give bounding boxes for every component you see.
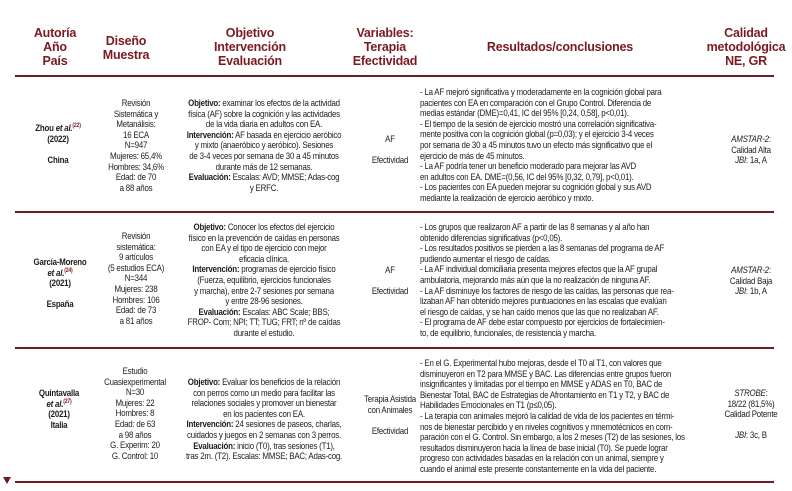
- design-line: Cuasiexperimental: [104, 376, 166, 387]
- result-line: - La AF individual domiciliaria presenta mejores efectos que la AF grupal: [420, 264, 658, 275]
- quality-cell: [712, 388, 789, 441]
- header-resultados-text: Resultados/conclusiones: [486, 40, 634, 54]
- design-line: (5 estudios ECA): [107, 262, 165, 273]
- evaluation-text: tras 2m. (T2). Escalas: MMSE; BAC; Adas-cog.: [185, 451, 343, 462]
- design-line: a 88 años: [119, 182, 153, 193]
- objective-text: con EA y el tipo de ejercicio con mejor: [201, 243, 327, 254]
- result-line: - En el G. Experimental hubo mejoras, desde el T0 al T1, con valores que: [420, 358, 662, 368]
- year: (2021): [48, 409, 70, 420]
- author-name: Zhou: [35, 123, 54, 133]
- design-line: Edad: de 70: [115, 172, 157, 183]
- design-line: 16 ECA: [123, 129, 149, 140]
- header-divider: [15, 75, 774, 77]
- jbi-value: : 1b, A: [745, 286, 767, 297]
- header-autoria-line: País: [42, 54, 68, 68]
- author-name: Quintavalla: [38, 388, 80, 398]
- intervention-label: Intervención:: [186, 419, 234, 430]
- design-line: G. Control: 10: [111, 450, 159, 461]
- objective-text: examinar los efectos de la actividad: [220, 98, 340, 108]
- intervention-label: Intervención:: [192, 264, 240, 275]
- evaluation-text: Escalas: AVD; MMSE; Adas-cog: [230, 172, 340, 183]
- result-line: medias estándar (DME)=0,41, IC del 95% [0,24, 0,58], p<0,01).: [420, 108, 629, 119]
- evaluation-label: Evaluación:: [188, 172, 231, 183]
- intervention-text: programas de ejercicio físico: [239, 264, 336, 275]
- design-line: Edad: de 73: [115, 305, 157, 316]
- header-variables-line: Terapia: [363, 40, 407, 54]
- design-cell: [102, 98, 169, 193]
- evaluation-text: Escalas: ABC Scale; BBS;: [240, 306, 330, 317]
- objective-text: en los pacientes con EA.: [223, 408, 305, 419]
- header-objetivo-line: Objetivo: [225, 26, 275, 40]
- intervention-text: 24 sesiones de paseos, charlas,: [233, 419, 342, 430]
- intervention-text: y entre 28-96 sesiones.: [225, 296, 303, 307]
- design-line: Revisión: [121, 231, 151, 241]
- et-al: et al.: [55, 123, 73, 133]
- author-cell: [20, 257, 99, 310]
- objective-cell: [178, 98, 350, 193]
- header-objetivo: [200, 26, 300, 68]
- header-resultados: [470, 40, 650, 54]
- objective-text: de la vida diaria en adultos con EA.: [205, 119, 323, 130]
- results-cell: [420, 358, 700, 475]
- evaluation-label: Evaluación:: [193, 440, 236, 451]
- quality-tool: STROBE: [734, 388, 766, 398]
- et-al: et al.: [47, 267, 65, 278]
- table-bottom-rule: [15, 481, 774, 483]
- evaluation-text: FROP- Com; NPI; TT; TUG; FRT; nº de caídas: [187, 317, 341, 328]
- variable-therapy: con Animales: [367, 404, 413, 415]
- design-line: a 98 años: [118, 429, 152, 440]
- result-line: ejercicio de más de 45 minutos.: [420, 150, 525, 161]
- header-diseno-line: Muestra: [102, 48, 150, 62]
- reference-number: (24): [64, 267, 73, 274]
- design-line: N=344: [124, 273, 148, 284]
- result-line: por semana de 30 a 45 minutos tuvo un efecto más significativo que el: [420, 139, 653, 150]
- year: (2022): [47, 133, 69, 144]
- quality-cell: [712, 134, 789, 166]
- design-line: Sistemática y: [113, 108, 159, 119]
- design-cell: [102, 231, 169, 326]
- header-calidad: [700, 26, 792, 68]
- result-line: nos de bienestar percibido y en niveles cognitivos y mnemotécnicos en com-: [420, 421, 673, 432]
- variable-therapy: Terapia Asistida: [364, 394, 416, 404]
- evaluation-text: inicio (T0), tras sesiones (T1),: [235, 440, 335, 451]
- author-cell: [24, 123, 93, 165]
- reference-number: (22): [72, 122, 81, 129]
- jbi-value: : 1a, A: [745, 155, 767, 166]
- results-cell: [420, 87, 695, 204]
- header-objetivo-line: Evaluación: [218, 54, 282, 68]
- result-line: - Los pacientes con EA pueden mejorar su cognición global y sus AVD: [420, 182, 652, 193]
- objective-cell: [178, 377, 350, 462]
- jbi-value: : 3c, B: [745, 430, 767, 441]
- quality-level: Calidad Potente: [724, 409, 778, 420]
- result-line: Habilidades Emocionales en T1 (p≤0,05).: [420, 400, 557, 411]
- row-divider: [15, 211, 774, 213]
- objective-text: físico en la prevención de caídas en personas: [188, 232, 340, 243]
- variable-cell: [360, 265, 420, 297]
- evaluation-text: y ERFC.: [249, 182, 279, 193]
- variable-effectiveness: Efectividad: [371, 286, 409, 297]
- author-name: García-Moreno: [33, 257, 87, 267]
- jbi-label: JBI: [735, 286, 746, 297]
- result-line: - Los grupos que realizaron AF a partir de las 8 semanas y al año han: [420, 222, 650, 232]
- result-line: en adultos con EA. DME=(0,56, IC del 95% [0,32, 0,79], p<0,01).: [420, 171, 634, 182]
- objective-text: relaciones sociales y promover un bienestar: [191, 398, 337, 409]
- design-line: Mujeres: 238: [114, 283, 158, 294]
- variable-effectiveness: Efectividad: [371, 425, 409, 436]
- header-calidad-line: NE, GR: [725, 54, 767, 68]
- design-line: 9 artículos: [118, 252, 154, 263]
- result-line: - La AF disminuye los factores de riesgo de las caídas, las personas que rea-: [420, 285, 674, 296]
- variable-cell: [360, 134, 420, 166]
- result-line: lizaban AF han obtenido mejores puntuaciones en las escalas que evalúan: [420, 296, 667, 307]
- result-line: ambulatoria, mejorando más aún que la no realización de ninguna AF.: [420, 274, 651, 285]
- result-line: - El tiempo de la sesión de ejercicio mostró una correlación significativa-: [420, 118, 657, 129]
- quality-cell: [712, 265, 789, 297]
- design-line: Mujeres: 65,4%: [110, 150, 162, 161]
- objective-text: con perros como un medio para facilitar las: [193, 387, 335, 398]
- objective-label: Objetivo:: [193, 222, 226, 232]
- design-cell: [96, 366, 173, 461]
- design-line: Hombres: 34,6%: [108, 161, 164, 172]
- quality-tool-suffix: :: [768, 265, 771, 275]
- quality-tool-suffix: :: [768, 134, 771, 144]
- intervention-text: y marcha), entre 2-7 sesiones por semana: [194, 285, 334, 296]
- intervention-text: cuidados y juegos en 2 semanas con 3 perros.: [187, 429, 341, 440]
- design-line: N=30: [125, 387, 145, 398]
- evaluation-label: Evaluación:: [198, 306, 241, 317]
- design-line: Estudio: [122, 366, 148, 376]
- design-line: Revisión: [121, 98, 151, 108]
- header-calidad-line: metodológica: [706, 40, 786, 54]
- design-line: Edad: de 63: [114, 418, 156, 429]
- quality-tool-suffix: :: [765, 388, 768, 398]
- design-line: sistemática:: [116, 241, 156, 252]
- jbi-label: JBI: [735, 155, 746, 166]
- design-line: Hombres: 8: [115, 408, 155, 419]
- result-line: progreso con actividades basadas en la relación con un animal, siempre y: [420, 453, 664, 464]
- header-diseno: [92, 34, 160, 62]
- intervention-text: durante más de 12 semanas.: [215, 161, 313, 172]
- jbi-label: JBI: [735, 430, 746, 441]
- year: (2021): [49, 278, 71, 289]
- quality-tool: AMSTAR-2: [731, 134, 769, 144]
- header-variables-line: Efectividad: [352, 54, 418, 68]
- triangle-down-icon: [3, 477, 11, 484]
- result-line: - La AF mejoró significativa y moderadamente en la cognición global para: [420, 87, 662, 97]
- design-line: a 81 años: [119, 315, 153, 326]
- objective-text: Conocer los efectos del ejercicio: [225, 222, 335, 232]
- reference-number: (27): [63, 398, 72, 405]
- quality-tool: AMSTAR-2: [731, 265, 769, 275]
- result-line: pudiendo aumentar el riesgo de caídas.: [420, 253, 551, 264]
- result-line: pacientes con EA en comparación con el Grupo Control. Diferencia de: [420, 97, 652, 108]
- result-line: - La AF podría tener un beneficio moderado para mejorar las AVD: [420, 161, 637, 172]
- results-cell: [420, 222, 695, 339]
- intervention-label: Intervención:: [186, 129, 234, 140]
- result-line: - El programa de AF debe estar compuesto por ejercicios de fortalecimien-: [420, 317, 665, 328]
- evaluation-text: durante el estudio.: [233, 327, 295, 338]
- header-autoria-line: Año: [43, 40, 67, 54]
- country: China: [47, 154, 69, 165]
- country: España: [46, 299, 74, 310]
- row-divider: [15, 347, 774, 349]
- country: Italia: [50, 419, 68, 430]
- header-autoria-line: Autoría: [33, 26, 77, 40]
- result-line: insignificantes y limitadas por el tiempo en MMSE y ADAS en T0, BAC de: [420, 379, 663, 390]
- objective-label: Objetivo:: [188, 98, 221, 108]
- header-calidad-line: Calidad: [724, 26, 768, 40]
- design-line: Metanálisis:: [116, 119, 156, 130]
- result-line: mente positiva con la cognición global (p=0,03); y el ejercicio 3-4 veces: [420, 129, 654, 140]
- header-autoria: [20, 26, 90, 68]
- design-line: Mujeres: 22: [115, 397, 155, 408]
- objective-text: Evaluar los beneficios de la relación: [220, 377, 341, 387]
- header-objetivo-line: Intervención: [214, 40, 286, 54]
- objective-label: Objetivo:: [187, 377, 221, 387]
- author-cell: [24, 388, 95, 430]
- design-line: Hombres: 106: [112, 294, 160, 305]
- result-line: el riesgo de caídas, y se han caído menos que las que no realizaban AF.: [420, 306, 659, 317]
- header-variables: [345, 26, 425, 68]
- objective-cell: [178, 222, 350, 339]
- result-line: to, de equilibrio, funcionales, de resistencia y marcha.: [420, 327, 596, 338]
- result-line: Bienestar Total, BAC de Estrategias de Afrontamiento en T1 y T2, y BAC de: [420, 389, 670, 400]
- result-line: resultados disminuyeron hacia la línea de base inicial (T0). Se puede lograr: [420, 442, 668, 453]
- et-al: et al.: [46, 398, 64, 409]
- intervention-text: (Fuerza, equilibrio, ejercicios funcionales: [197, 274, 331, 285]
- header-variables-line: Variables:: [356, 26, 414, 40]
- design-line: G. Experim: 20: [110, 440, 160, 451]
- variable-therapy: AF: [385, 265, 395, 275]
- result-line: - Los resultados positivos se pierden a las 8 semanas del programa de AF: [420, 243, 665, 254]
- result-line: cuando el animal este presente constantemente en la vida del paciente.: [420, 463, 657, 474]
- quality-level: Calidad Baja: [729, 275, 773, 286]
- variable-cell: [356, 394, 425, 436]
- variable-effectiveness: Efectividad: [371, 155, 409, 166]
- result-line: mediante la realización de ejercicio aeróbico y mixto.: [420, 192, 594, 203]
- result-line: - La terapia con animales mejoró la calidad de vida de los pacientes en térmi-: [420, 410, 675, 421]
- result-line: disminuyeron en T2 para MMSE y BAC. Las diferencias entre grupos fueron: [420, 368, 672, 379]
- intervention-text: de 3-4 veces por semana de 30 a 45 minutos: [189, 150, 339, 161]
- intervention-text: y mixto (anaeróbico y aeróbico). Sesiones: [194, 140, 334, 151]
- result-line: paración con el G. Control. Sin embargo, a los 2 meses (T2) de las sesiones, los: [420, 432, 685, 443]
- design-line: N=947: [124, 140, 148, 151]
- result-line: obtenido diferencias significativas (p<0,05).: [420, 232, 563, 243]
- variable-therapy: AF: [385, 134, 395, 144]
- objective-text: física (AF) sobre la cognición y las actividades: [188, 108, 340, 119]
- intervention-text: AF basada en ejercicio aeróbico: [233, 129, 342, 140]
- quality-level: Calidad Alta: [731, 144, 771, 155]
- header-diseno-line: Diseño: [105, 34, 147, 48]
- quality-score: 18/22 (81,5%): [727, 398, 775, 409]
- objective-text: eficacia clínica.: [239, 253, 289, 264]
